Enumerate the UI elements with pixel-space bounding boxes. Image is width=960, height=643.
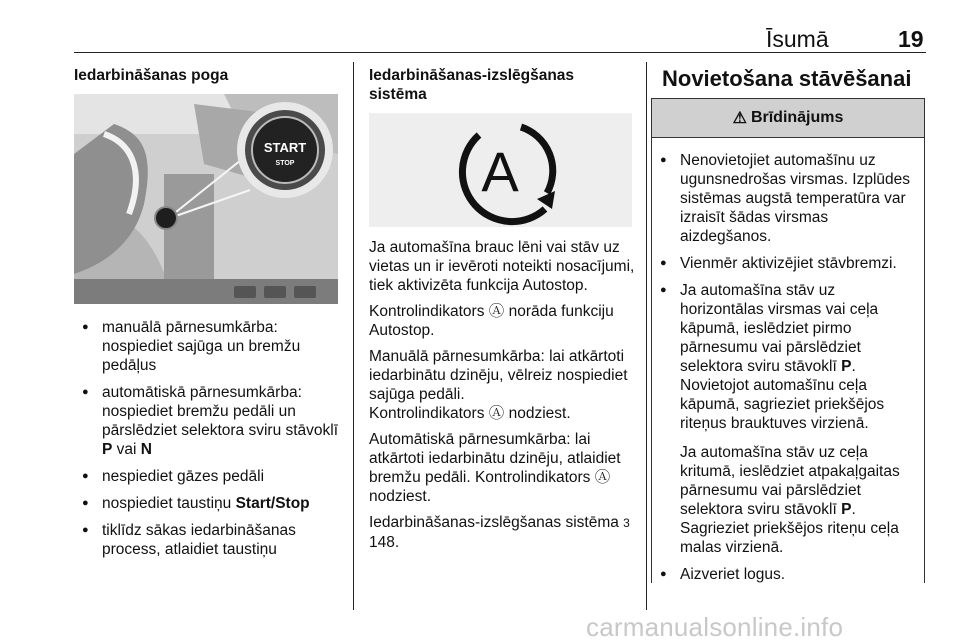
paragraph-text: Iedarbināšanas-izslēgšanas sistēma xyxy=(369,514,624,531)
list-item-text: nospiediet taustiņu xyxy=(102,495,236,512)
paragraph-text: nodziest. xyxy=(369,488,432,505)
list-item xyxy=(74,318,344,375)
list-item-text: Vienmēr aktivizējiet stāvbremzi. xyxy=(680,255,897,272)
parking-section-title: Novietošana stāvēšanai xyxy=(662,66,912,91)
paragraph-text: . Sagrieziet priekšējos riteņu ceļa malas virzienā. xyxy=(680,501,899,556)
list-item-text: Nenovietojiet automašīnu uz ugunsnedrošas virsmas. Izplūdes sistēmas augstā temperatūra var izraisīt šādas virsmas aizdegšanos. xyxy=(680,152,911,245)
page-number: 19 xyxy=(898,26,924,52)
start-button-illustration xyxy=(74,94,338,304)
list-item-text: tiklīdz sākas iedarbināšanas process, atlaidiet taustiņu xyxy=(102,522,296,558)
start-button-heading: Iedarbināšanas poga xyxy=(74,67,229,84)
paragraph-text: Kontrolindikators xyxy=(369,303,489,320)
warning-label: Brīdinājums xyxy=(750,109,844,126)
gear-p: P xyxy=(841,501,852,518)
gear-p: P xyxy=(841,358,852,375)
start-stop-button-label: Start/Stop xyxy=(235,495,310,512)
list-item-text: Aizveriet logus. xyxy=(680,566,786,583)
autostop-icon-figure xyxy=(369,113,632,227)
paragraph-text: nodziest. xyxy=(504,405,571,422)
watermark: carmanualsonline.info xyxy=(586,612,844,642)
list-item xyxy=(652,565,914,584)
paragraph xyxy=(369,430,639,506)
sub-paragraph xyxy=(680,443,914,557)
warning-list xyxy=(652,151,914,592)
autostop-text xyxy=(369,238,639,559)
list-item-text: Ja automašīna stāv uz horizontālas virsmas vai ceļa kāpumā, ieslēdziet pirmo pārnesumu vai pārslēdziet selektora sviru stāvoklī xyxy=(680,282,879,375)
paragraph-text: Automātiskā pārnesumkārba: lai atkārtoti iedarbinātu dzinēju, atlaidiet bremžu pedāli. Kontrolindikators xyxy=(369,431,621,486)
list-item-text: . Novietojot automašīnu ceļa kāpumā, sagrieziet priekšējos riteņus brauktuves virzienā. xyxy=(680,358,885,432)
list-item-text: manuālā pārnesumkārba: nospiediet sajūga un bremžu pedāļus xyxy=(102,319,301,374)
stop-label: STOP xyxy=(275,160,295,167)
start-label: START xyxy=(263,140,307,155)
warning-triangle-icon: ⚠ xyxy=(732,110,747,127)
page-header-title: Īsumā xyxy=(766,26,829,52)
autostop-indicator-icon: Ⓐ xyxy=(594,469,611,486)
list-item-text: nespiediet gāzes pedāli xyxy=(102,468,265,485)
list-item xyxy=(74,494,344,513)
list-item xyxy=(74,521,344,559)
text-or: vai xyxy=(112,441,141,458)
autostop-letter: A xyxy=(481,140,519,203)
list-item xyxy=(652,254,914,273)
warning-box xyxy=(651,98,925,583)
gear-p: P xyxy=(102,441,113,458)
start-steps-list xyxy=(74,318,344,567)
list-item-text: automātiskā pārnesumkārba: nospiediet bremžu pedāli un pārslēdziet selektora sviru stāvoklī xyxy=(102,384,339,439)
start-button-figure xyxy=(74,94,338,304)
page-reference-arrow-icon: 3 xyxy=(623,516,630,530)
autostop-indicator-icon: Ⓐ xyxy=(488,405,505,422)
paragraph-text: Ja automašīna brauc lēni vai stāv uz vietas un ir ievēroti noteikti nosacījumi, tiek aktivizēta funkcija Autostop. xyxy=(369,239,635,294)
autostop-heading: Iedarbināšanas-izslēgšanas sistēma xyxy=(369,67,575,103)
page-reference: 148. xyxy=(369,534,400,551)
paragraph-text: Ja automašīna stāv uz ceļa kritumā, ieslēdziet atpakaļgaitas pārnesumu vai pārslēdziet selektora sviru stāvoklī xyxy=(680,444,900,518)
paragraph xyxy=(369,238,639,295)
paragraph-text: Kontrolindikators xyxy=(369,405,489,422)
list-item xyxy=(74,383,344,459)
paragraph-text: Manuālā pārnesumkārba: lai atkārtoti iedarbinātu dzinēju, vēlreiz nospiediet sajūga pedāli. xyxy=(369,348,628,403)
warning-header xyxy=(652,99,924,138)
column-divider-2 xyxy=(646,62,647,610)
header-rule xyxy=(74,52,926,53)
gear-n: N xyxy=(140,441,152,458)
list-item xyxy=(652,281,914,557)
column-divider-1 xyxy=(353,62,354,610)
autostop-indicator-icon: Ⓐ xyxy=(488,303,505,320)
paragraph xyxy=(369,513,639,552)
list-item xyxy=(652,151,914,246)
paragraph-text: norāda funkciju Autostop. xyxy=(369,303,614,339)
paragraph xyxy=(369,302,639,340)
autostop-icon xyxy=(369,113,632,227)
list-item xyxy=(74,467,344,486)
paragraph xyxy=(369,347,639,423)
